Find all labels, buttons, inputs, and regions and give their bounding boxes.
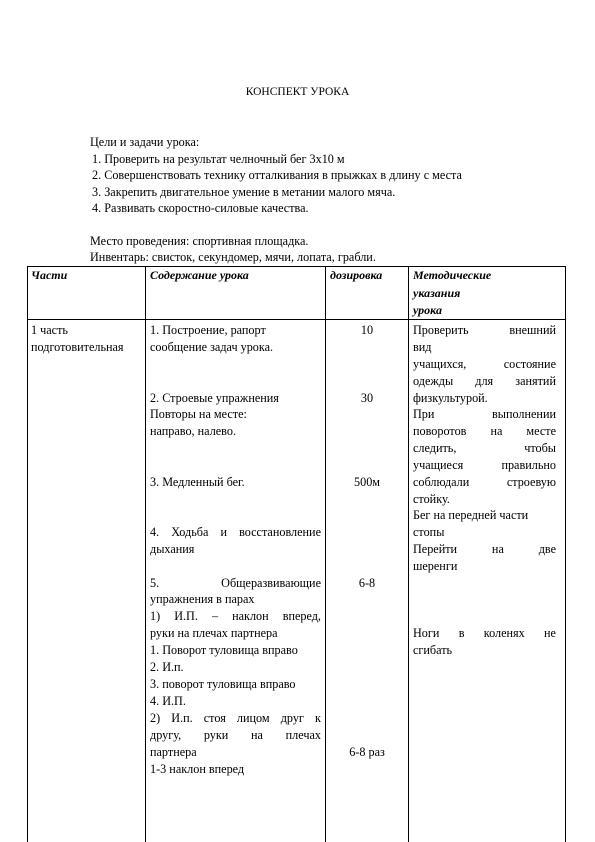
header-notes: указания — [413, 285, 461, 300]
goal-item: 2. Совершенствовать технику отталкивания в прыжках в длину с места — [92, 168, 462, 182]
note-line: Бег на передней части — [413, 508, 529, 522]
content-line: 3. поворот туловища вправо — [150, 677, 296, 691]
content-line: руки на плечах партнера — [150, 626, 278, 640]
word: – — [211, 609, 219, 623]
word: наклон — [232, 609, 269, 623]
header-dosage: дозировка — [330, 268, 383, 282]
word: 2) — [150, 711, 161, 725]
content-line: партнера — [150, 745, 197, 759]
note-line: вид — [413, 340, 432, 354]
note-line — [413, 457, 556, 474]
page-title: КОНСПЕКТ УРОКА — [245, 86, 350, 98]
note-line — [413, 541, 556, 558]
note-line — [413, 406, 556, 423]
note-line — [413, 423, 556, 440]
column-divider — [145, 266, 146, 842]
goals-heading: Цели и задачи урока: — [90, 135, 200, 149]
word: строевую — [506, 475, 556, 489]
header-notes: Методические — [413, 268, 492, 282]
content-line — [150, 727, 321, 744]
dosage-value: 10 — [360, 323, 374, 337]
word: коленях — [483, 626, 525, 640]
dosage-value: 6-8 — [358, 576, 376, 590]
content-line — [150, 524, 321, 541]
word: две — [538, 542, 556, 556]
word: учащиеся — [413, 458, 464, 472]
goal-item: 1. Проверить на результат челночный бег 3х10 м — [92, 152, 345, 166]
content-line: 4. И.П. — [150, 694, 186, 708]
note-line — [413, 474, 556, 491]
word: выполнении — [492, 407, 556, 421]
word: соблюдали — [413, 475, 470, 489]
table-border-left — [27, 266, 28, 842]
content-line — [150, 608, 321, 625]
word: поворотов — [413, 424, 467, 438]
word: чтобы — [524, 441, 556, 455]
note-line: стопы — [413, 525, 445, 539]
table-border-right — [565, 266, 566, 842]
word: месте — [526, 424, 556, 438]
content-line: упражнения в парах — [150, 592, 255, 606]
goal-item: 4. Развивать скоростно-силовые качества. — [92, 201, 309, 215]
word: Проверить — [413, 323, 469, 337]
word: и — [220, 525, 227, 539]
content-line: сообщение задач урока. — [150, 340, 274, 354]
word: одежды — [413, 374, 454, 388]
content-line: направо, налево. — [150, 424, 236, 438]
word: Ходьба — [171, 525, 209, 539]
dosage-value: 500м — [354, 475, 380, 489]
note-line — [413, 373, 556, 390]
dosage-value: 30 — [360, 391, 374, 405]
word: восстановление — [239, 525, 321, 539]
word: не — [544, 626, 556, 640]
note-line: шеренги — [413, 559, 458, 573]
note-line: стойку. — [413, 492, 450, 506]
word: 5. — [150, 576, 160, 590]
word: 1) — [150, 609, 161, 623]
content-line: дыхания — [150, 542, 195, 556]
word: правильно — [501, 458, 556, 472]
content-line: Повторы на месте: — [150, 407, 247, 421]
word: внешний — [509, 323, 556, 337]
note-line — [413, 625, 556, 642]
note-line — [413, 322, 556, 339]
content-line — [150, 575, 321, 592]
header-parts: Части — [31, 268, 68, 282]
content-line: 1. Поворот туловища вправо — [150, 643, 298, 657]
content-line: 3. Медленный бег. — [150, 475, 245, 489]
word: лицом — [236, 711, 270, 725]
part-label: 1 часть — [31, 323, 68, 337]
table-header-divider — [27, 319, 566, 320]
word: Перейти — [413, 542, 458, 556]
word: учащихся, — [413, 357, 467, 371]
content-line: 2. Строевые упражнения — [150, 391, 279, 405]
word: к — [315, 711, 321, 725]
content-line: 2. И.п. — [150, 660, 184, 674]
word: И.п. — [171, 711, 193, 725]
word: И.П. — [174, 609, 198, 623]
word: вперед, — [282, 609, 321, 623]
word: на — [490, 424, 503, 438]
word: Ноги — [413, 626, 440, 640]
word: занятий — [515, 374, 556, 388]
word: на — [251, 728, 263, 742]
word: следить, — [413, 441, 457, 455]
note-line — [413, 356, 556, 373]
header-notes: урока — [413, 303, 442, 317]
word: Общеразвивающие — [221, 576, 321, 590]
inventory-text: Инвентарь: свисток, секундомер, мячи, лопата, грабли. — [90, 250, 376, 264]
place-text: Место проведения: спортивная площадка. — [90, 234, 309, 248]
word: При — [413, 407, 435, 421]
note-line: физкультурой. — [413, 391, 488, 405]
word: в — [458, 626, 465, 640]
goal-item: 3. Закрепить двигательное умение в метании малого мяча. — [92, 185, 396, 199]
column-divider — [408, 266, 409, 842]
content-line: 1. Построение, рапорт — [150, 323, 266, 337]
word: плечах — [285, 728, 321, 742]
word: для — [475, 374, 494, 388]
word: руки — [203, 728, 229, 742]
note-line — [413, 440, 556, 457]
word: другу, — [150, 728, 182, 742]
word: на — [491, 542, 504, 556]
content-line — [150, 710, 321, 727]
content-line: 1-3 наклон вперед — [150, 762, 245, 776]
note-line: сгибать — [413, 643, 453, 657]
part-label: подготовительная — [31, 340, 124, 354]
word: друг — [280, 711, 304, 725]
word: 4. — [150, 525, 160, 539]
word: стоя — [203, 711, 226, 725]
dosage-value: 6-8 раз — [349, 745, 385, 759]
word: состояние — [503, 357, 556, 371]
header-content: Содержание урока — [150, 268, 249, 282]
